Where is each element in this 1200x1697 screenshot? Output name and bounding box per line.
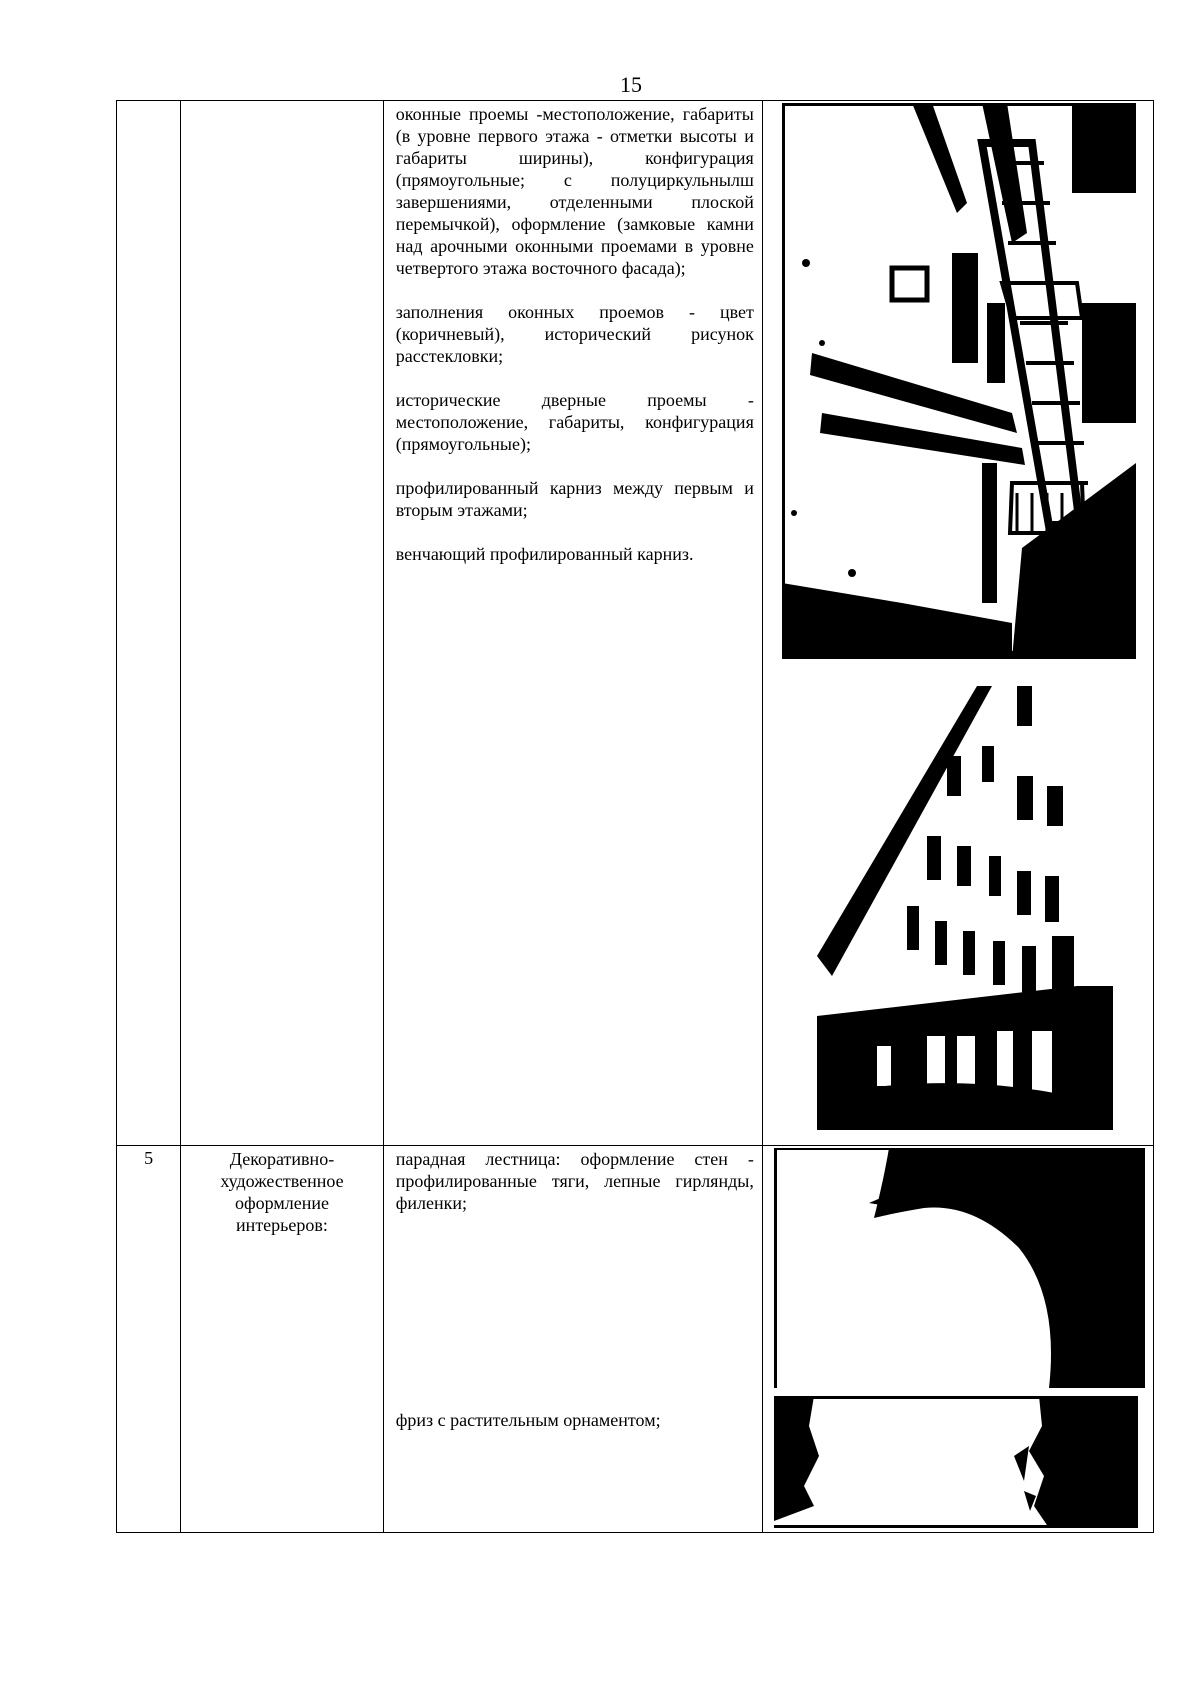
description-paragraph: фриз с растительным орнаментом; <box>395 1410 661 1430</box>
row-number-cell: 5 <box>117 1146 181 1533</box>
table-row <box>117 1146 1154 1533</box>
frieze-ornament-photo <box>774 1396 1138 1528</box>
description-paragraph: венчающий профилированный карниз. <box>395 544 694 564</box>
building-facade-perspective-photo <box>817 686 1113 1130</box>
row-number-cell <box>117 101 181 1146</box>
row-description-cell <box>383 101 762 1146</box>
row-description-cell <box>383 1146 762 1533</box>
description-paragraph: оконные проемы -местоположение, габариты (в уровне первого этажа - отметки высоты и габариты ширины), конфигурация (прямоугольные; с полуциркульнылш завершениями, отделенными плоской перемычкой), оформление (замковые камни над арочными оконными проемами в уровне четвертого этажа восточного фасада); <box>395 104 754 278</box>
description-paragraph: парадная лестница: оформление стен - профилированные тяги, лепные гирлянды, филенки; <box>395 1149 754 1213</box>
table-row <box>117 101 1154 1146</box>
description-paragraph: исторические дверные проемы - местоположение, габариты, конфигурация (прямоугольные); <box>395 390 754 454</box>
heritage-elements-table <box>116 100 1154 1533</box>
building-facade-fire-escape-photo <box>782 103 1136 659</box>
row-name-cell <box>181 101 384 1146</box>
staircase-interior-photo <box>774 1148 1145 1388</box>
description-paragraph: профилированный карниз между первым и вторым этажами; <box>395 478 754 520</box>
row-photo-cell <box>762 1146 1153 1533</box>
description-paragraph: заполнения оконных проемов - цвет (коричневый), исторический рисунок расстекловки; <box>395 302 754 366</box>
row-name-cell: Декоративно-художественное оформление интерьеров: <box>181 1146 384 1533</box>
page-number: 15 <box>620 72 642 97</box>
row-photo-cell <box>762 101 1153 1146</box>
